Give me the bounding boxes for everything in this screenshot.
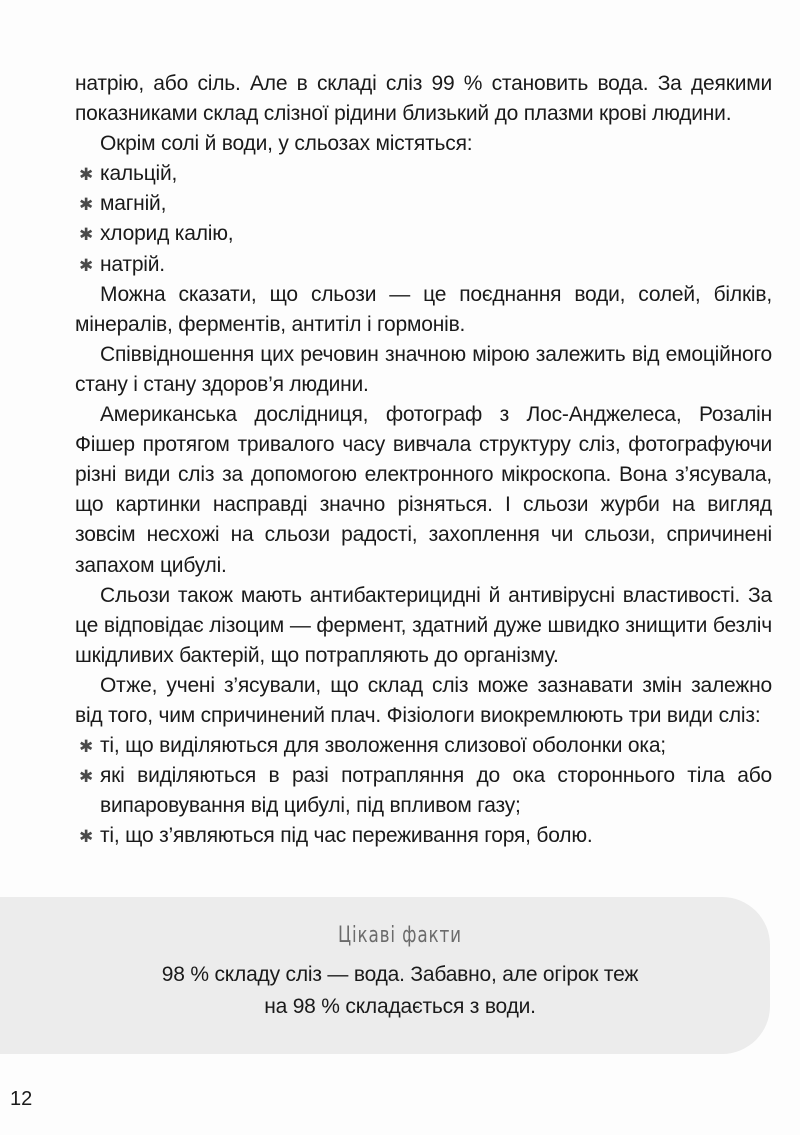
page-body [75,69,772,851]
mineral-list [75,159,772,279]
paragraph: Співвідношення цих речовин значною мірою залежить від емоційного стану і стану здоров’я людини. [75,342,772,396]
list-item: ✱ магній, [75,189,772,219]
paragraph: Окрім солі й води, у сльозах містяться: [100,132,473,156]
list-item: ✱ натрій. [75,250,772,280]
paragraph: натрію, або сіль. Але в складі сліз 99 % становить вода. За деякими показниками склад слізної рідини близький до плазми крові людини. [75,72,772,126]
list-item: ✱ кальцій, [75,159,772,189]
page-number: 12 [10,1088,33,1110]
list-item: ✱ ті, що виділяються для зволоження слизової оболонки ока; [75,731,772,761]
asterisk-star-icon: ✱ [79,225,94,245]
paragraph: Можна сказати, що сльози — це поєднання води, солей, білків, мінералів, ферментів, антитіл і гормонів. [75,282,772,336]
tear-types-list [75,731,772,851]
callout-text [0,959,800,1023]
asterisk-star-icon: ✱ [79,165,94,185]
asterisk-star-icon: ✱ [79,195,94,215]
list-item: ✱ які виділяються в разі потрапляння до ока стороннього тіла або випаровування від цибулі, під впливом газу; [79,764,772,818]
paragraph: Американська дослідниця, фотограф з Лос-Анджелеса, Розалін Фішер протягом тривалого часу вивчала структуру сліз, фотографуючи різні види сліз за допомогою електронного мікроскопа. Вона з’ясувала, що картинки насправді значно різняться. І сльози журби на вигляд зовсім несхожі на сльози радості, захоплення чи сльози, спричинені запахом цибулі. [75,403,772,577]
callout-line: 98 % складу сліз — вода. Забавно, але огірок теж [161,963,639,986]
asterisk-star-icon: ✱ [79,827,94,847]
asterisk-star-icon: ✱ [79,255,94,275]
asterisk-star-icon: ✱ [79,737,94,757]
asterisk-star-icon: ✱ [79,767,94,787]
paragraph: Отже, учені з’ясували, що склад сліз може зазнавати змін залежно від того, чим спричинений плач. Фізіологи виокремлюють три види сліз: [75,673,772,727]
callout-line: на 98 % складається з води. [264,995,536,1018]
callout-title: Цікаві факти [338,923,462,948]
paragraph: Сльози також мають антибактерицидні й антивірусні властивості. За це відповідає лізоцим — фермент, здатний дуже швидко знищити безліч шкідливих бактерій, що потрапляють до організму. [75,583,772,667]
fun-facts-callout [0,897,770,1054]
list-item: ✱ хлорид калію, [75,219,772,249]
list-item: ✱ ті, що з’являються під час переживання горя, болю. [75,821,772,851]
